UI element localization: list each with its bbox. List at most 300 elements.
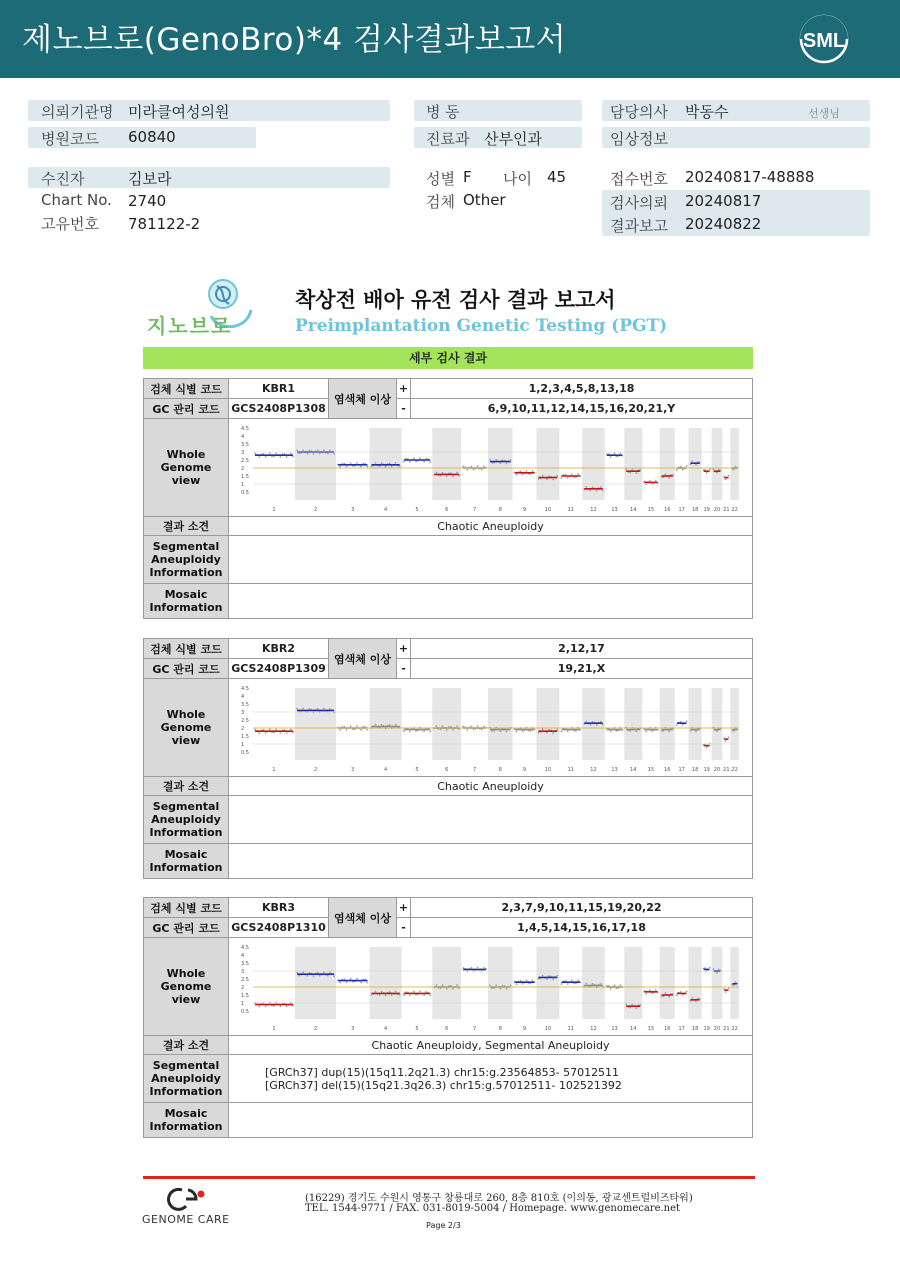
data-point: [724, 991, 726, 993]
data-point: [285, 1005, 287, 1007]
x-tick-label: 4: [383, 1025, 387, 1032]
genome-view-label-text-line: Whole: [166, 708, 206, 721]
genome-view-label: [144, 938, 229, 1035]
x-tick-label: 13: [610, 766, 618, 773]
data-point: [591, 982, 593, 984]
request-value: 20240817: [685, 192, 762, 210]
data-point: [339, 465, 341, 467]
data-point: [505, 462, 507, 464]
data-point: [476, 966, 478, 968]
x-tick-label: 8: [498, 506, 502, 513]
data-point: [585, 982, 587, 984]
sample-block-kbr2: [143, 638, 753, 879]
x-tick-label: 2: [313, 506, 317, 513]
specimen-code-row: [144, 898, 752, 918]
specimen-code-value: KBR2: [229, 639, 329, 658]
data-point: [456, 725, 458, 727]
loss-sign: -: [397, 918, 411, 937]
data-point: [635, 1007, 637, 1009]
sample-block-kbr1: [143, 378, 753, 619]
segmental-label-text-line: Segmental: [152, 540, 220, 553]
genome-view-label-text-line: view: [171, 734, 201, 747]
data-point: [312, 975, 314, 977]
receipt-label: 접수번호: [610, 170, 668, 188]
data-point: [531, 979, 533, 981]
x-tick-label: 1: [271, 506, 276, 513]
data-point: [296, 449, 298, 451]
genome-care-logo-icon: [164, 1186, 208, 1212]
x-tick-label: 20: [713, 506, 720, 513]
x-tick-label: 17: [678, 506, 685, 513]
y-tick-label: 3: [240, 968, 244, 975]
data-point: [339, 728, 341, 730]
genome-view-row: [144, 938, 752, 1036]
data-point: [521, 730, 523, 732]
doctor-label: 담당의사: [610, 103, 668, 121]
report-header: [143, 274, 753, 338]
data-point: [613, 984, 615, 986]
mosaic-label: [144, 584, 229, 618]
sml-logo: [798, 14, 850, 64]
data-point: [366, 981, 368, 983]
data-point: [476, 465, 478, 467]
mosaic-label: [144, 844, 229, 878]
x-tick-label: 2: [313, 1025, 317, 1032]
data-point: [296, 971, 298, 973]
x-tick-label: 7: [472, 766, 476, 773]
chart-no-label: Chart No.: [41, 191, 112, 209]
data-point: [356, 462, 358, 464]
data-point: [394, 462, 396, 464]
segmental-entry: [GRCh37] del(15)(15q21.3q26.3) chr15:g.57012511- 102521392: [265, 1078, 622, 1092]
department-value: 산부인과: [484, 130, 542, 148]
data-point: [631, 1003, 633, 1005]
data-point: [318, 974, 320, 976]
data-point: [316, 449, 318, 451]
genome-view-label-text-line: Genome: [160, 461, 212, 474]
gc-code-value: GCS2408P1309: [229, 659, 329, 678]
x-tick-label: 18: [691, 1025, 698, 1032]
institution-value: 미라클여성의원: [128, 103, 230, 121]
chromosome-band: [295, 428, 336, 500]
data-point: [560, 476, 562, 478]
x-tick-label: 1: [271, 1025, 276, 1032]
data-point: [619, 452, 621, 454]
genobro-logo-text: 지노브로: [147, 314, 233, 338]
data-point: [552, 478, 554, 480]
x-tick-label: 15: [647, 1025, 654, 1032]
y-tick-label: 1: [240, 481, 244, 488]
data-point: [482, 966, 484, 968]
genome-view-plot-cell: [229, 419, 752, 516]
data-point: [456, 471, 458, 473]
data-point: [470, 725, 472, 727]
data-point: [560, 983, 562, 985]
mosaic-label-text: [150, 848, 223, 874]
data-point: [370, 465, 372, 467]
data-point: [360, 981, 362, 983]
data-point: [279, 1005, 281, 1007]
data-point: [645, 730, 647, 732]
gc-code-row: [144, 918, 752, 938]
segmental-label: [144, 1055, 229, 1102]
data-point: [545, 978, 547, 980]
data-point: [402, 994, 404, 996]
x-tick-label: 3: [350, 766, 354, 773]
chromosome-band: [730, 428, 739, 500]
data-point: [599, 486, 601, 488]
result-value: Chaotic Aneuploidy: [437, 519, 544, 533]
data-point: [279, 732, 281, 734]
x-tick-label: 21: [722, 766, 730, 773]
data-point: [472, 728, 474, 730]
data-point: [595, 724, 597, 726]
patient-label: 수진자: [41, 170, 85, 188]
chromosome-band: [432, 428, 461, 500]
doctor-suffix: 선생님: [808, 107, 840, 120]
data-point: [333, 453, 335, 455]
whole-genome-plot: [239, 941, 743, 1033]
x-tick-label: 22: [731, 1025, 738, 1032]
data-point: [308, 449, 310, 451]
data-point: [374, 990, 376, 992]
chromosome-band: [711, 947, 722, 1019]
x-tick-label: 16: [663, 506, 670, 513]
footer-divider: [143, 1176, 755, 1179]
segmental-entry: [GRCh37] dup(15)(15q11.2q21.3) chr15:g.23564853- 57012511: [265, 1065, 620, 1079]
x-tick-label: 19: [702, 766, 710, 773]
data-point: [489, 984, 491, 986]
data-point: [541, 728, 543, 730]
x-tick-label: 14: [629, 1025, 636, 1032]
data-point: [668, 730, 670, 732]
data-point: [651, 992, 653, 994]
data-point: [378, 465, 380, 467]
data-point: [495, 984, 497, 986]
genome-view-row: [144, 679, 752, 777]
y-tick-label: 4: [240, 952, 244, 959]
data-point: [585, 720, 587, 722]
data-point: [601, 723, 603, 725]
data-point: [366, 465, 368, 467]
data-point: [525, 469, 527, 471]
mosaic-row: [144, 584, 752, 618]
genome-care-name: GENOME CARE: [142, 1213, 230, 1226]
chromosome-band: [536, 688, 559, 760]
specimen-code-label: 검체 식별 코드: [144, 898, 229, 917]
segmental-label-text: [150, 800, 223, 839]
data-point: [275, 728, 277, 730]
genome-view-label: [144, 679, 229, 776]
section-title-bar: 세부 검사 결과: [143, 347, 753, 369]
data-point: [519, 979, 521, 981]
mosaic-label-text-line: Mosaic: [164, 588, 208, 601]
data-point: [435, 471, 437, 473]
segmental-label-text-line: Information: [149, 826, 223, 839]
data-point: [254, 728, 256, 730]
data-point: [708, 966, 710, 968]
segmental-label: [144, 796, 229, 843]
data-point: [589, 723, 591, 725]
data-point: [668, 476, 670, 478]
data-point: [360, 728, 362, 730]
result-label: 결과 소견: [144, 777, 229, 795]
chromosome-band: [711, 428, 722, 500]
chromosome-band: [711, 688, 722, 760]
data-point: [349, 725, 351, 727]
data-point: [264, 732, 266, 734]
specimen-code-row: [144, 379, 752, 399]
chromosome-band: [624, 688, 642, 760]
x-tick-label: 4: [383, 766, 387, 773]
mosaic-label-text-line: Mosaic: [164, 1107, 208, 1120]
y-tick-label: 0.5: [240, 489, 249, 496]
data-point: [695, 464, 697, 466]
y-tick-label: 1: [240, 1000, 244, 1007]
specimen-code-value: KBR1: [229, 379, 329, 398]
data-point: [345, 981, 347, 983]
data-point: [691, 997, 693, 999]
y-tick-label: 3.5: [240, 441, 249, 448]
data-point: [601, 489, 603, 491]
x-tick-label: 20: [713, 1025, 720, 1032]
data-point: [441, 471, 443, 473]
y-tick-label: 2.5: [240, 717, 249, 724]
data-point: [560, 730, 562, 732]
x-tick-label: 7: [472, 506, 476, 513]
data-point: [566, 983, 568, 985]
data-point: [519, 470, 521, 472]
gc-code-label: GC 관리 코드: [144, 659, 229, 678]
x-tick-label: 1: [271, 766, 276, 773]
data-point: [716, 471, 718, 473]
result-label: 결과 소견: [144, 1036, 229, 1054]
x-tick-label: 4: [383, 506, 387, 513]
x-tick-label: 14: [629, 506, 636, 513]
receipt-value: 20240817-48888: [685, 168, 815, 186]
data-point: [326, 974, 328, 976]
abnormality-label: 염색체 이상: [329, 898, 397, 938]
data-point: [515, 983, 517, 985]
data-point: [599, 983, 601, 985]
data-point: [505, 730, 507, 732]
data-point: [734, 981, 736, 983]
result-row: [144, 1036, 752, 1055]
unique-id-value: 781122-2: [128, 215, 201, 233]
data-point: [394, 990, 396, 992]
genome-view-plot-cell: [229, 679, 752, 776]
data-point: [649, 479, 651, 481]
chromosome-band: [487, 688, 512, 760]
x-tick-label: 14: [629, 766, 636, 773]
chromosome-band: [295, 688, 336, 760]
x-tick-label: 12: [589, 1025, 597, 1032]
data-point: [591, 486, 593, 488]
data-point: [645, 483, 647, 485]
data-point: [466, 729, 468, 731]
data-point: [308, 708, 310, 710]
mosaic-label-text-line: Mosaic: [164, 848, 208, 861]
data-point: [521, 982, 523, 984]
data-point: [258, 732, 260, 734]
x-tick-label: 8: [498, 766, 502, 773]
data-point: [679, 990, 681, 992]
y-tick-label: 2: [240, 465, 244, 472]
data-point: [329, 449, 331, 451]
data-point: [394, 723, 396, 725]
data-point: [466, 469, 468, 471]
data-point: [470, 465, 472, 467]
report-date-label: 결과보고: [610, 217, 668, 235]
y-tick-label: 3: [240, 449, 244, 456]
result-row: [144, 517, 752, 536]
genome-view-label-text-line: view: [171, 993, 201, 1006]
gain-chromosomes: 2,12,17: [558, 642, 605, 655]
data-point: [356, 977, 358, 979]
data-point: [402, 460, 404, 462]
data-point: [613, 452, 615, 454]
page-number: Page 2/3: [426, 1221, 461, 1230]
x-tick-label: 16: [663, 766, 670, 773]
data-point: [312, 711, 314, 713]
segmental-lines: [265, 1066, 622, 1092]
data-point: [619, 984, 621, 986]
segmental-value: [229, 796, 752, 843]
x-tick-label: 9: [522, 1025, 526, 1032]
data-point: [275, 452, 277, 454]
x-tick-label: 12: [589, 506, 597, 513]
data-point: [429, 994, 431, 996]
data-point: [329, 707, 331, 709]
chromosome-band: [624, 947, 642, 1019]
x-tick-label: 15: [647, 766, 654, 773]
data-point: [675, 469, 677, 471]
data-point: [625, 1003, 627, 1005]
data-point: [708, 468, 710, 470]
data-point: [515, 473, 517, 475]
data-point: [384, 465, 386, 467]
x-tick-label: 10: [544, 766, 551, 773]
data-point: [441, 984, 443, 986]
segmental-label: [144, 536, 229, 583]
data-point: [732, 730, 734, 732]
data-point: [531, 470, 533, 472]
data-point: [631, 468, 633, 470]
chromosome-band: [369, 947, 401, 1019]
data-point: [664, 473, 666, 475]
data-point: [322, 971, 324, 973]
x-tick-label: 2: [313, 766, 317, 773]
data-point: [480, 728, 482, 730]
specimen-code-row: [144, 639, 752, 659]
data-point: [585, 485, 587, 487]
x-tick-label: 6: [444, 506, 448, 513]
data-point: [541, 474, 543, 476]
data-point: [566, 476, 568, 478]
data-point: [370, 994, 372, 996]
x-tick-label: 5: [414, 766, 419, 773]
segmental-row: [144, 536, 752, 584]
data-point: [521, 473, 523, 475]
data-point: [445, 475, 447, 477]
data-point: [509, 458, 511, 460]
data-point: [360, 465, 362, 467]
data-point: [279, 456, 281, 458]
data-point: [452, 728, 454, 730]
chromosome-band: [432, 688, 461, 760]
mosaic-value: [229, 1103, 752, 1137]
data-point: [635, 472, 637, 474]
x-tick-label: 11: [567, 506, 574, 513]
footer-address: (16229) 경기도 수원시 영통구 창룡대로 260, 8층 810호 (이의동, 광교센트럴비즈타워): [305, 1193, 693, 1204]
data-point: [322, 449, 324, 451]
x-tick-label: 13: [610, 1025, 618, 1032]
data-point: [717, 468, 719, 470]
footer-contact: TEL. 1544-9771 / FAX. 031-8019-5004 / Homepage. www.genomecare.net: [305, 1203, 681, 1214]
y-tick-label: 4.5: [240, 685, 249, 692]
data-point: [423, 730, 425, 732]
data-point: [566, 730, 568, 732]
data-point: [570, 473, 572, 475]
data-point: [312, 453, 314, 455]
segmental-label-text-line: Aneuploidy: [151, 553, 221, 566]
genome-view-label-text: [161, 708, 212, 747]
data-point: [456, 984, 458, 986]
data-point: [333, 711, 335, 713]
y-tick-label: 1.5: [240, 992, 249, 999]
data-point: [374, 723, 376, 725]
data-point: [708, 742, 710, 744]
hospital-code-value: 60840: [128, 128, 176, 146]
gc-code-value: GCS2408P1308: [229, 399, 329, 418]
data-point: [716, 730, 718, 732]
x-tick-label: 10: [544, 506, 551, 513]
data-point: [264, 456, 266, 458]
data-point: [452, 475, 454, 477]
x-tick-label: 18: [691, 506, 698, 513]
y-tick-label: 4: [240, 693, 244, 700]
data-point: [712, 968, 714, 970]
chromosome-band: [659, 947, 674, 1019]
gc-code-row: [144, 659, 752, 679]
segmental-row: [144, 796, 752, 844]
doctor-value: 박동수: [685, 103, 729, 121]
chromosome-band: [369, 688, 401, 760]
data-point: [525, 979, 527, 981]
x-tick-label: 11: [567, 766, 574, 773]
data-point: [681, 994, 683, 996]
loss-sign: -: [397, 659, 411, 678]
data-point: [717, 968, 719, 970]
sample-block-kbr3: [143, 897, 753, 1138]
abnormality-label: 염색체 이상: [329, 379, 397, 419]
data-point: [308, 971, 310, 973]
data-point: [329, 971, 331, 973]
y-tick-label: 2.5: [240, 976, 249, 983]
data-point: [685, 465, 687, 467]
x-tick-label: 16: [663, 1025, 670, 1032]
patient-value: 김보라: [128, 170, 172, 188]
data-point: [685, 720, 687, 722]
data-point: [349, 462, 351, 464]
y-tick-label: 1.5: [240, 473, 249, 480]
result-value: Chaotic Aneuploidy, Segmental Aneuploidy: [371, 1038, 610, 1052]
report-title: 제노브로(GenoBro)*4 검사결과보고서: [22, 22, 567, 58]
mosaic-label-text: [150, 1107, 223, 1133]
data-point: [570, 979, 572, 981]
data-point: [495, 458, 497, 460]
data-point: [482, 725, 484, 727]
